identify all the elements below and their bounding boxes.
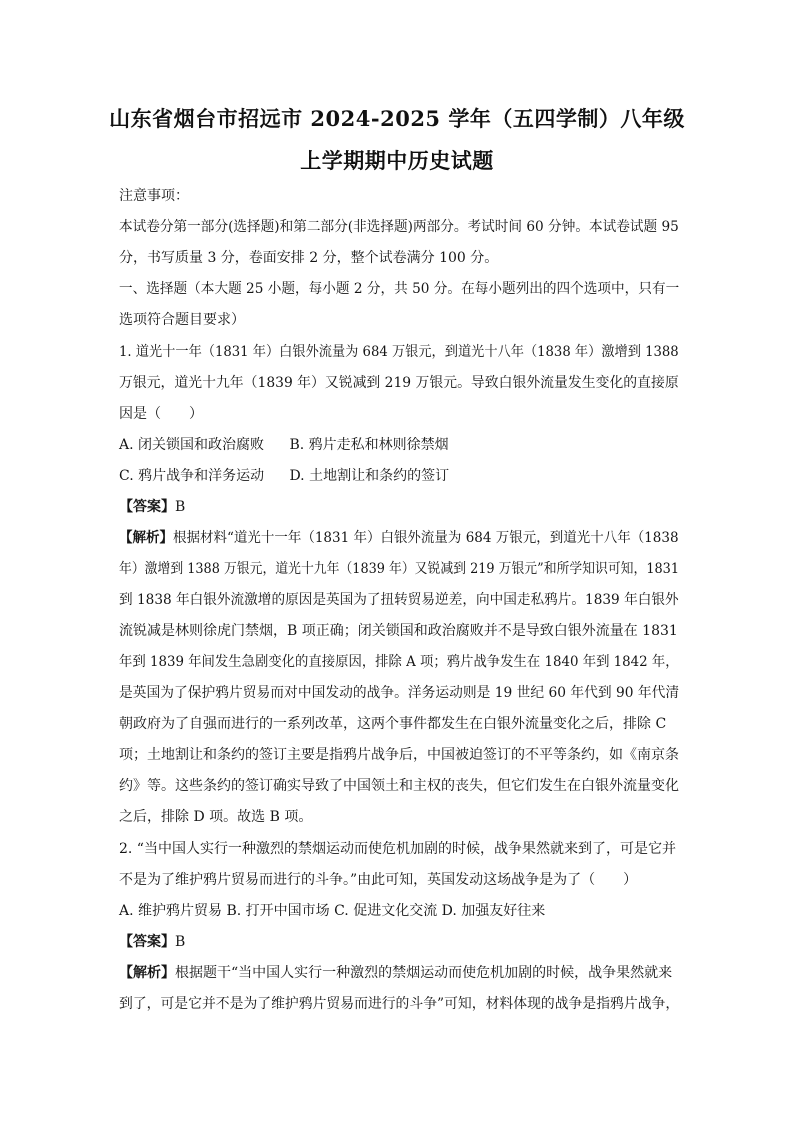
q2-answer-label: 【答案】 (119, 934, 175, 950)
q1-answer-label: 【答案】 (119, 499, 175, 515)
q2-stem-line1: 2. “当中国人实行一种激烈的禁烟运动而使危机加剧的时候，战争果然就来到了，可是它并 (119, 841, 676, 857)
q1-analysis-line4: 流锐减是林则徐虎门禁烟，B 项正确；闭关锁国和政治腐败并不是导致白银外流量在 1831 (119, 623, 678, 639)
q1-options-row2 (119, 466, 679, 486)
q1-stem-line1: 1. 道光十一年（1831 年）白银外流量为 684 万银元，到道光十八年（1838 年）激增到 1388 (119, 344, 679, 360)
q1-analysis-line10: 之后，排除 D 项。故选 B 项。 (119, 809, 313, 825)
q1-option-c: C. 鸦片战争和洋务运动 (119, 468, 265, 484)
q1-analysis-line6: 是英国为了保护鸦片贸易而对中国发动的战争。洋务运动则是 19 世纪 60 年代到 90 年代清 (119, 685, 680, 701)
q1-options-row1 (119, 435, 679, 455)
notice-text-line1: 本试卷分第一部分(选择题)和第二部分(非选择题)两部分。考试时间 60 分钟。本试卷试题 95 (119, 219, 679, 235)
q1-stem-line3: 因是（ ） (119, 406, 203, 422)
q1-answer-value: B (175, 499, 186, 515)
q2-options: A. 维护鸦片贸易 B. 打开中国市场 C. 促进文化交流 D. 加强友好往来 (119, 903, 546, 919)
q1-option-a: A. 闭关锁国和政治腐败 (119, 437, 265, 453)
notice-text-line2: 分，书写质量 3 分，卷面安排 2 分，整个试卷满分 100 分。 (119, 250, 499, 266)
q1-answer (119, 497, 679, 517)
q2-analysis-line2: 到了，可是它并不是为了维护鸦片贸易而进行的斗争”可知，材料体现的战争是指鸦片战争， (119, 996, 680, 1012)
q2-analysis-label: 【解析】 (119, 965, 175, 981)
q1-stem-line2: 万银元，道光十九年（1839 年）又锐减到 219 万银元。导致白银外流量发生变化的直接原 (119, 375, 679, 391)
q1-analysis-text1: 根据材料“道光十一年（1831 年）白银外流量为 684 万银元，到道光十八年（1838 (172, 530, 679, 546)
q1-analysis-line9: 约》等。这些条约的签订确实导致了中国领土和主权的丧失，但它们发生在白银外流量变化 (119, 778, 679, 794)
q1-analysis-line7: 朝政府为了自强而进行的一系列改革，这两个事件都发生在白银外流量变化之后，排除 C (119, 716, 667, 732)
q1-analysis-label: 【解析】 (119, 530, 173, 546)
q1-option-b: B. 鸦片走私和林则徐禁烟 (289, 437, 449, 453)
q2-answer (119, 932, 679, 952)
section-heading-line1: 一、选择题（本大题 25 小题，每小题 2 分，共 50 分。在每小题列出的四个选项中，只有一 (119, 281, 680, 297)
q1-analysis-line3: 到 1838 年白银外流激增的原因是英国为了扭转贸易逆差，向中国走私鸦片。1839 年白银外 (119, 592, 679, 608)
notice-heading: 注意事项： (119, 188, 189, 204)
q1-analysis-line5: 年到 1839 年间发生急剧变化的直接原因，排除 A 项；鸦片战争发生在 1840 年到 1842 年， (119, 654, 679, 670)
q1-analysis-line1 (119, 528, 679, 548)
document-title-line2: 上学期期中历史试题 (300, 148, 494, 173)
section-heading-line2: 选项符合题目要求） (119, 312, 245, 328)
q2-analysis-text1: 根据题干“当中国人实行一种激烈的禁烟运动而使危机加剧的时候，战争果然就来 (175, 965, 673, 981)
q1-analysis-line8: 项；土地割让和条约的签订主要是指鸦片战争后，中国被迫签订的不平等条约，如《南京条 (119, 747, 679, 763)
document-title-line1: 山东省烟台市招远市 2024-2025 学年（五四学制）八年级 (109, 106, 685, 131)
q1-option-d: D. 土地割让和条约的签订 (289, 468, 450, 484)
q1-analysis-line2: 年）激增到 1388 万银元，道光十九年（1839 年）又锐减到 219 万银元”和所学知识可知，1831 (119, 561, 679, 577)
q2-stem-line2: 不是为了维护鸦片贸易而进行的斗争。”由此可知，英国发动这场战争是为了（ ） (119, 872, 638, 888)
q2-answer-value: B (175, 934, 186, 950)
q2-analysis-line1 (119, 963, 679, 983)
